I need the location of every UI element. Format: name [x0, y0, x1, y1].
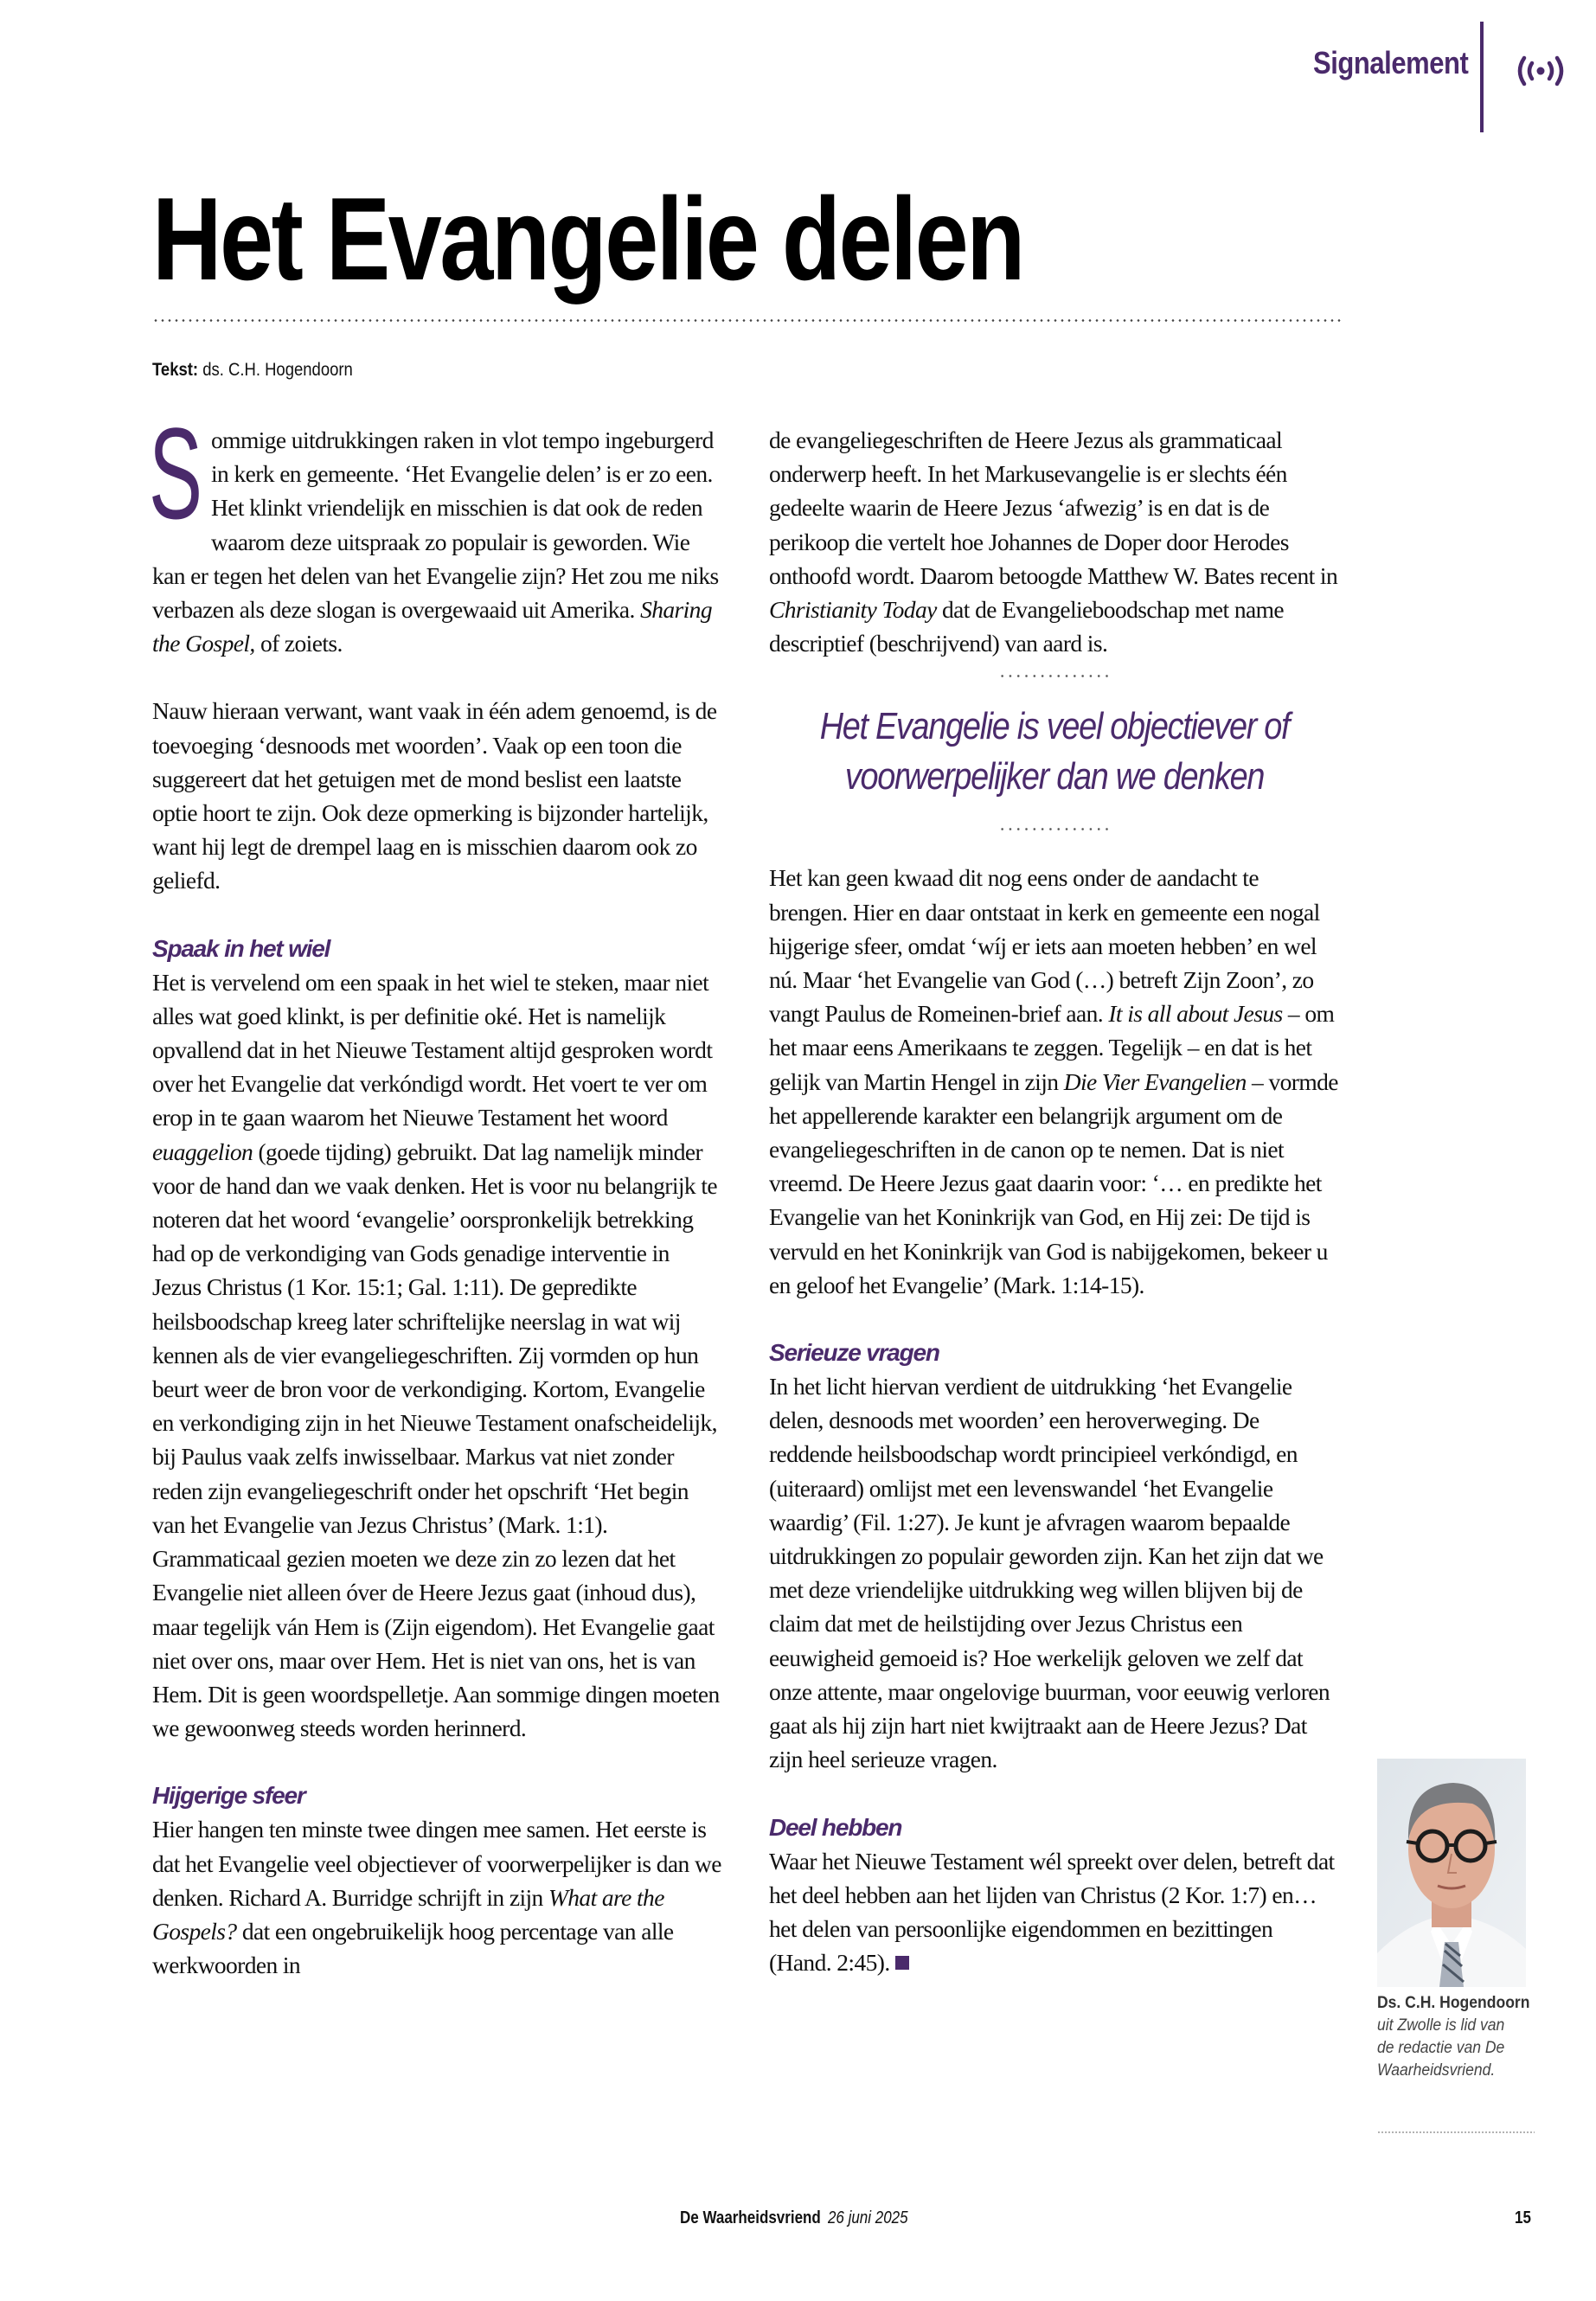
section-paragraph: In het licht hiervan verdient de uitdrukking ‘het Evangelie delen, desnoods met woorden’ een heroverweging. De reddende heilsboodschap wordt principieel verkóndigd, en (uiteraard) omlijst met een levenswandel ‘het Evangelie waardig’ (Fil. 1:27). Je kunt je afvragen waarom bepaalde uitdrukkingen zo populair geworden zijn. Kan het zijn dat we met deze vriendelijke uitdrukking weg willen blijven bij de claim dat met de heilstijding over Jezus Christus een eeuwigheid gemoeid is? Hoe werkelijk geloven we zelf dat onze attente, maar ongelovige buurman, voor eeuwig verloren gaat als hij zijn hart niet kwijtraakt aan de Heere Jezus? Dat zijn heel serieuze vragen.: [769, 1373, 1330, 1773]
section-paragraph: Het kan geen kwaad dit nog eens onder de aandacht te brengen. Hier en daar ontstaat in kerk en gemeente een nogal hijgerige sfeer, omdat ‘wíj er iets aan moeten hebben’ en wel nú. Maar ‘het Evangelie van God (…) betreft Zijn Zoon’, zo vangt Paulus de Romeinen-brief aan. It is all about Jesus – om het maar eens Amerikaans te zeggen. Tegelijk – en dat is het gelijk van Martin Hengel in zijn Die Vier Evangelien – vormde het appellerende karakter een belangrijk argument om de evangeliegeschriften in de canon op te nemen. Dat is niet vreemd. De Heere Jezus gaat daarin voor: ‘… en predikte het Evangelie van het Koninkrijk van God, en Hij zei: De tijd is vervuld en het Koninkrijk van God is nabijgekomen, bekeer u en geloof het Evangelie’ (Mark. 1:14-15).: [769, 864, 1338, 1298]
section-label: Signalement: [1313, 45, 1469, 80]
byline-label: Tekst:: [152, 360, 199, 380]
pull-quote-text: Het Evangelie is veel objectiever of voorwerpelijker dan we denken: [819, 705, 1290, 798]
section-paragraph: Hier hangen ten minste twee dingen mee samen. Het eerste is dat het Evangelie veel objectiever of voorwerpelijker is dan we denken. Richard A. Burridge schrijft in zijn What are the Gospels? dat een ongebruikelijk hoog percentage van alle werkwoorden in: [152, 1816, 721, 1979]
section-spaak-in-het-wiel: [152, 932, 723, 1746]
section-paragraph-continued: de evangeliegeschriften de Heere Jezus als grammaticaal onderwerp heeft. In het Markusevangelie is er slechts één gedeelte waarin de Heere Jezus ‘afwezig’ is en dat is de perikoop die vertelt hoe Johannes de Doper door Herodes onthoofd wordt. Daarom betoogde Matthew W. Bates recent in Christianity Today dat de Evangelieboodschap met name descriptief (beschrijvend) van aard is.: [769, 426, 1338, 657]
title-dotted-divider: [152, 319, 1343, 322]
section-serieuze-vragen: [769, 1336, 1340, 1776]
article-column-left: [149, 401, 723, 2016]
author-caption: [1377, 1991, 1530, 2081]
subheading: Serieuze vragen: [769, 1339, 939, 1367]
section-paragraph: Het is vervelend om een spaak in het wiel te steken, maar niet alles wat goed klinkt, is per definitie oké. Het is namelijk opvallend dat in het Nieuwe Testament altijd gesproken wordt over het Evangelie dat verkóndigd wordt. Het voert te ver om erop in te gaan waarom het Nieuwe Testament het woord euaggelion (goede tijding) gebruikt. Dat lag namelijk minder voor de hand dan we vaak denken. Het is voor nu belangrijk te noteren dat het woord ‘evangelie’ oorspronkelijk betrekking had op de verkondiging van Gods genadige interventie in Jezus Christus (1 Kor. 15:1; Gal. 1:11). De gepredikte heilsboodschap kreeg later schriftelijke neerslag in wat wij kennen als de vier evangeliegeschriften. Zij vormden op hun beurt weer de bron voor de verkondiging. Kortom, Evangelie en verkondiging zijn in het Nieuwe Testament onafscheidelijk, bij Paulus vaak zelfs inwisselbaar. Markus vat niet zonder reden zijn evangeliegeschrift onder het opschrift ‘Het begin van het Evangelie van Jezus Christus’ (Mark. 1:1). Grammaticaal gezien moeten we deze zin zo lezen dat het Evangelie niet alleen óver de Heere Jezus gaat (inhoud dus), maar tegelijk ván Hem is (Zijn eigendom). Het Evangelie gaat niet over ons, maar over Hem. Het is niet van ons, het is van Hem. Dit is geen woordspelletje. Aan sommige dingen moeten we gewoonweg steeds worden herinnerd.: [152, 968, 720, 1742]
byline-author: ds. C.H. Hogendoorn: [202, 360, 353, 380]
section-divider: [1480, 22, 1484, 132]
issue-date: 26 juni 2025: [827, 2208, 908, 2227]
magazine-name: De Waarheidsvriend: [680, 2208, 821, 2227]
subheading: Spaak in het wiel: [152, 934, 330, 962]
author-description: uit Zwolle is lid van de redactie van De Waarheidsvriend.: [1377, 2016, 1505, 2080]
subheading: Hijgerige sfeer: [152, 1782, 305, 1810]
article-column-right: [769, 423, 1340, 1979]
section-paragraph: Waar het Nieuwe Testament wél spreekt over delen, betreft dat het deel hebben aan het lijden van Christus (2 Kor. 1:7) en… het delen van persoonlijke eigendommen en bezittingen (Hand. 2:45).: [769, 1847, 1335, 1977]
page-title: Het Evangelie delen: [152, 173, 1023, 304]
section-hijgerige-sfeer: [152, 1779, 723, 1982]
byline: [152, 360, 353, 381]
broadcast-signal-icon: [1514, 54, 1567, 88]
pull-quote-dotted-divider-bottom: [998, 828, 1111, 830]
page-number: 15: [1515, 2208, 1531, 2227]
section-deel-hebben: [769, 1811, 1340, 1980]
intro-paragraph-2: Nauw hieraan verwant, want vaak in één adem genoemd, is de toevoeging ‘desnoods met woorden’. Vaak op een toon die suggereert dat het getuigen met de mond beslist een laatste optie hoort te zijn. Ook deze opmerking is bijzonder hartelijk, want hij legt de drempel laag en is misschien daarom ook zo geliefd.: [152, 697, 717, 894]
pull-quote-dotted-divider-top: [998, 675, 1111, 677]
end-of-article-square-icon: [895, 1956, 909, 1970]
subheading: Deel hebben: [769, 1813, 902, 1841]
author-dotted-divider: [1377, 2131, 1535, 2133]
author-portrait-illustration: [1377, 1759, 1526, 1987]
pull-quote: [769, 675, 1340, 830]
page-footer: [680, 2208, 908, 2228]
author-name: Ds. C.H. Hogendoorn: [1377, 1993, 1530, 2012]
intro-paragraph-1: Sommige uitdrukkingen raken in vlot tempo ingeburgerd in kerk en gemeente. ‘Het Evangelie delen’ is er zo een. Het klinkt vriendelijk en misschien is dat ook de reden waarom deze uitspraak zo populair is geworden. Wie kan er tegen het delen van het Evangelie zijn? Het zou me niks verbazen als deze slogan is overgewaaid uit Amerika. Sharing the Gospel, of zoiets.: [149, 401, 719, 657]
author-photo: [1377, 1759, 1526, 1987]
drop-cap: S: [149, 401, 202, 546]
